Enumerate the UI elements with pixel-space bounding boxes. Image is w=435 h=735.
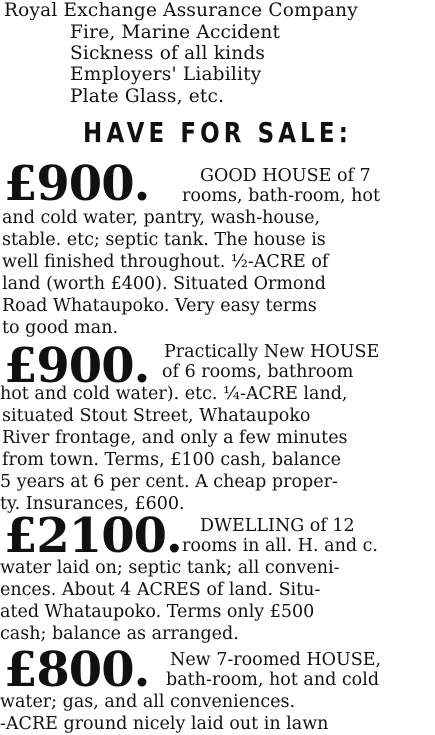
listing-line: GOOD HOUSE of 7 [200,166,371,186]
listing-line: to good man. [2,318,119,338]
listing-price: £900. [4,338,150,394]
listing-line: Practically New HOUSE [164,342,380,362]
listing-line: bath-room, hot and cold [166,670,380,690]
header-line-fire-marine: Fire, Marine Accident [70,22,281,43]
listing-line: -ACRE ground nicely laid out in lawn [0,714,329,734]
listing-line: rooms, bath-room, hot [182,186,380,206]
listing-price: £800. [4,642,150,698]
listing-line: well finished throughout. ½-ACRE of [2,252,329,272]
listing-line: water; gas, and all conveniences. [0,692,296,712]
listing-line: hot and cold water). etc. ¼-ACRE land, [0,384,348,404]
listing-line: cash; balance as arranged. [0,624,239,644]
listing-line: ty. Insurances, £600. [0,494,185,514]
listing-line: Road Whataupoko. Very easy terms [2,296,317,316]
listing-line: from town. Terms, £100 cash, balance [2,450,342,470]
listing-line: rooms in all. H. and c. [182,536,378,556]
listing-line: ences. About 4 ACRES of land. Situ- [0,580,321,600]
section-heading: HAVE FOR SALE: [83,116,352,149]
listing-line: water laid on; septic tank; all conveni- [0,558,340,578]
listing-line: situated Stout Street, Whataupoko [2,406,311,426]
listing-line: 5 years at 6 per cent. A cheap proper- [0,472,338,492]
listing-line: ated Whataupoko. Terms only £500 [0,602,315,622]
listing-line: land (worth £400). Situated Ormond [2,274,326,294]
listing-line: New 7-roomed HOUSE, [170,650,382,670]
header-line-plate-glass: Plate Glass, etc. [70,86,225,107]
header-line-sickness: Sickness of all kinds [70,43,266,64]
listing-line: of 6 rooms, bathroom [162,362,354,382]
company-name: Royal Exchange Assurance Company [4,0,358,21]
header-line-employers: Employers' Liability [70,64,262,85]
listing-line: River frontage, and only a few minutes [2,428,348,448]
listing-price: £900. [4,156,150,212]
listing-line: and cold water, pantry, wash-house, [2,208,321,228]
listing-price: £2100. [4,508,182,564]
listing-line: stable. etc; septic tank. The house is [2,230,326,250]
listing-line: DWELLING of 12 [200,516,355,536]
